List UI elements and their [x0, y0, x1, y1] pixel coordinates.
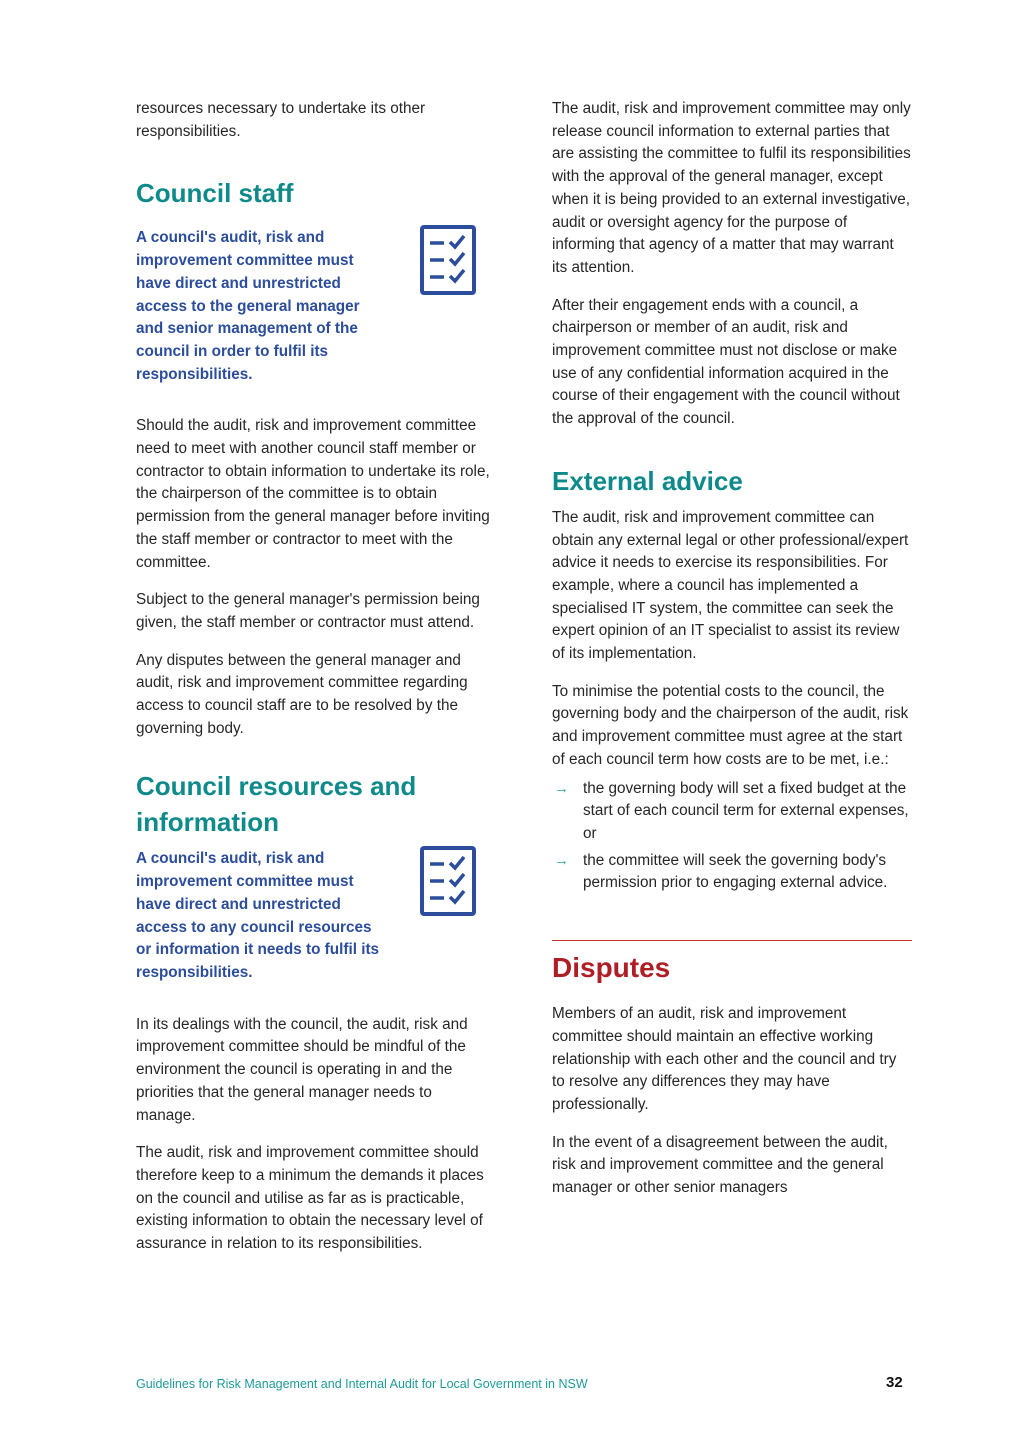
- disputes-heading: Disputes: [552, 952, 671, 984]
- list-item-text: the committee will seek the governing body's permission prior to engaging external advice.: [583, 851, 888, 892]
- resources-callout: [136, 848, 494, 984]
- page-number: 32: [886, 1374, 903, 1391]
- resources-paragraph-2: The audit, risk and improvement committee should therefore keep to a minimum the demands it places on the council and utilise as far as is practicable, existing information to obtain the necessary level of assurance in relation to its responsibilities.: [136, 1144, 484, 1253]
- staff-callout-text: A council's audit, risk and improvement committee must have direct and unrestricted access to the general manager and senior management of the council in order to fulfil its responsibilities.: [136, 229, 360, 383]
- resources-callout-text: A council's audit, risk and improvement committee must have direct and unrestricted access to any council resources or information it needs to fulfil its responsibilities.: [136, 850, 380, 981]
- council-staff-heading: Council staff: [136, 178, 294, 209]
- footer-title: Guidelines for Risk Management and Internal Audit for Local Government in NSW: [136, 1377, 588, 1391]
- resources-paragraph-1: In its dealings with the council, the audit, risk and improvement committee should be mindful of the environment the council is operating in and the priorities that the general manager needs to manage.: [136, 1015, 468, 1124]
- staff-paragraph-3: Any disputes between the general manager and audit, risk and improvement committee regarding access to council staff are to be resolved by the governing body.: [136, 651, 468, 737]
- staff-callout: [136, 227, 494, 386]
- council-resources-heading: Council resources and information: [136, 771, 417, 838]
- confidentiality-paragraph: After their engagement ends with a council, a chairperson or member of an audit, risk and improvement committee must not disclose or make use of any confidential information acquired in the course of their engagement with the council without the approval of the council.: [552, 296, 900, 428]
- list-item: [552, 778, 912, 846]
- list-item: [552, 850, 912, 895]
- staff-paragraph-2: Subject to the general manager's permission being given, the staff member or contractor must attend.: [136, 591, 480, 631]
- external-advice-heading: External advice: [552, 465, 743, 496]
- arrow-right-icon: →: [554, 779, 569, 797]
- staff-paragraph-1: Should the audit, risk and improvement committee need to meet with another council staff member or contractor to obtain information to undertake its role, the chairperson of the committee is to obtain permission from the general manager before inviting the staff member or contractor to meet with the committee.: [136, 417, 490, 571]
- checklist-icon: [420, 225, 476, 295]
- left-column: [136, 98, 494, 1271]
- right-column: [552, 98, 912, 1215]
- arrow-right-icon: →: [554, 851, 569, 869]
- intro-paragraph: resources necessary to undertake its other responsibilities.: [136, 100, 426, 140]
- checklist-icon: [420, 846, 476, 916]
- release-info-paragraph: The audit, risk and improvement committee may only release council information to external parties that are assisting the committee to fulfil its responsibilities with the approval of the general manager, except when it is being provided to an external investigative, audit or oversight agency for the purpose of informing that agency of a matter that may warrant its attention.: [552, 100, 911, 276]
- section-divider: [552, 940, 912, 941]
- cost-options-list: [552, 778, 912, 896]
- advice-paragraph-2: To minimise the potential costs to the council, the governing body and the chairperson of the audit, risk and improvement committee must agree at the start of each council term how costs are to be met, i.e.:: [552, 682, 909, 768]
- disputes-paragraph-1: Members of an audit, risk and improvement committee should maintain an effective working relationship with each other and the council and try to resolve any differences they may have professionally.: [552, 1005, 897, 1113]
- list-item-text: the governing body will set a fixed budget at the start of each council term for external expenses, or: [583, 779, 909, 842]
- disputes-paragraph-2: In the event of a disagreement between the audit, risk and improvement committee and the general manager or other senior managers: [552, 1133, 888, 1197]
- advice-paragraph-1: The audit, risk and improvement committee can obtain any external legal or other professional/expert advice it needs to exercise its responsibilities. For example, where a council has implemented a specialised IT system, the committee can seek the expert opinion of an IT specialist to assist its review of its implementation.: [552, 508, 909, 663]
